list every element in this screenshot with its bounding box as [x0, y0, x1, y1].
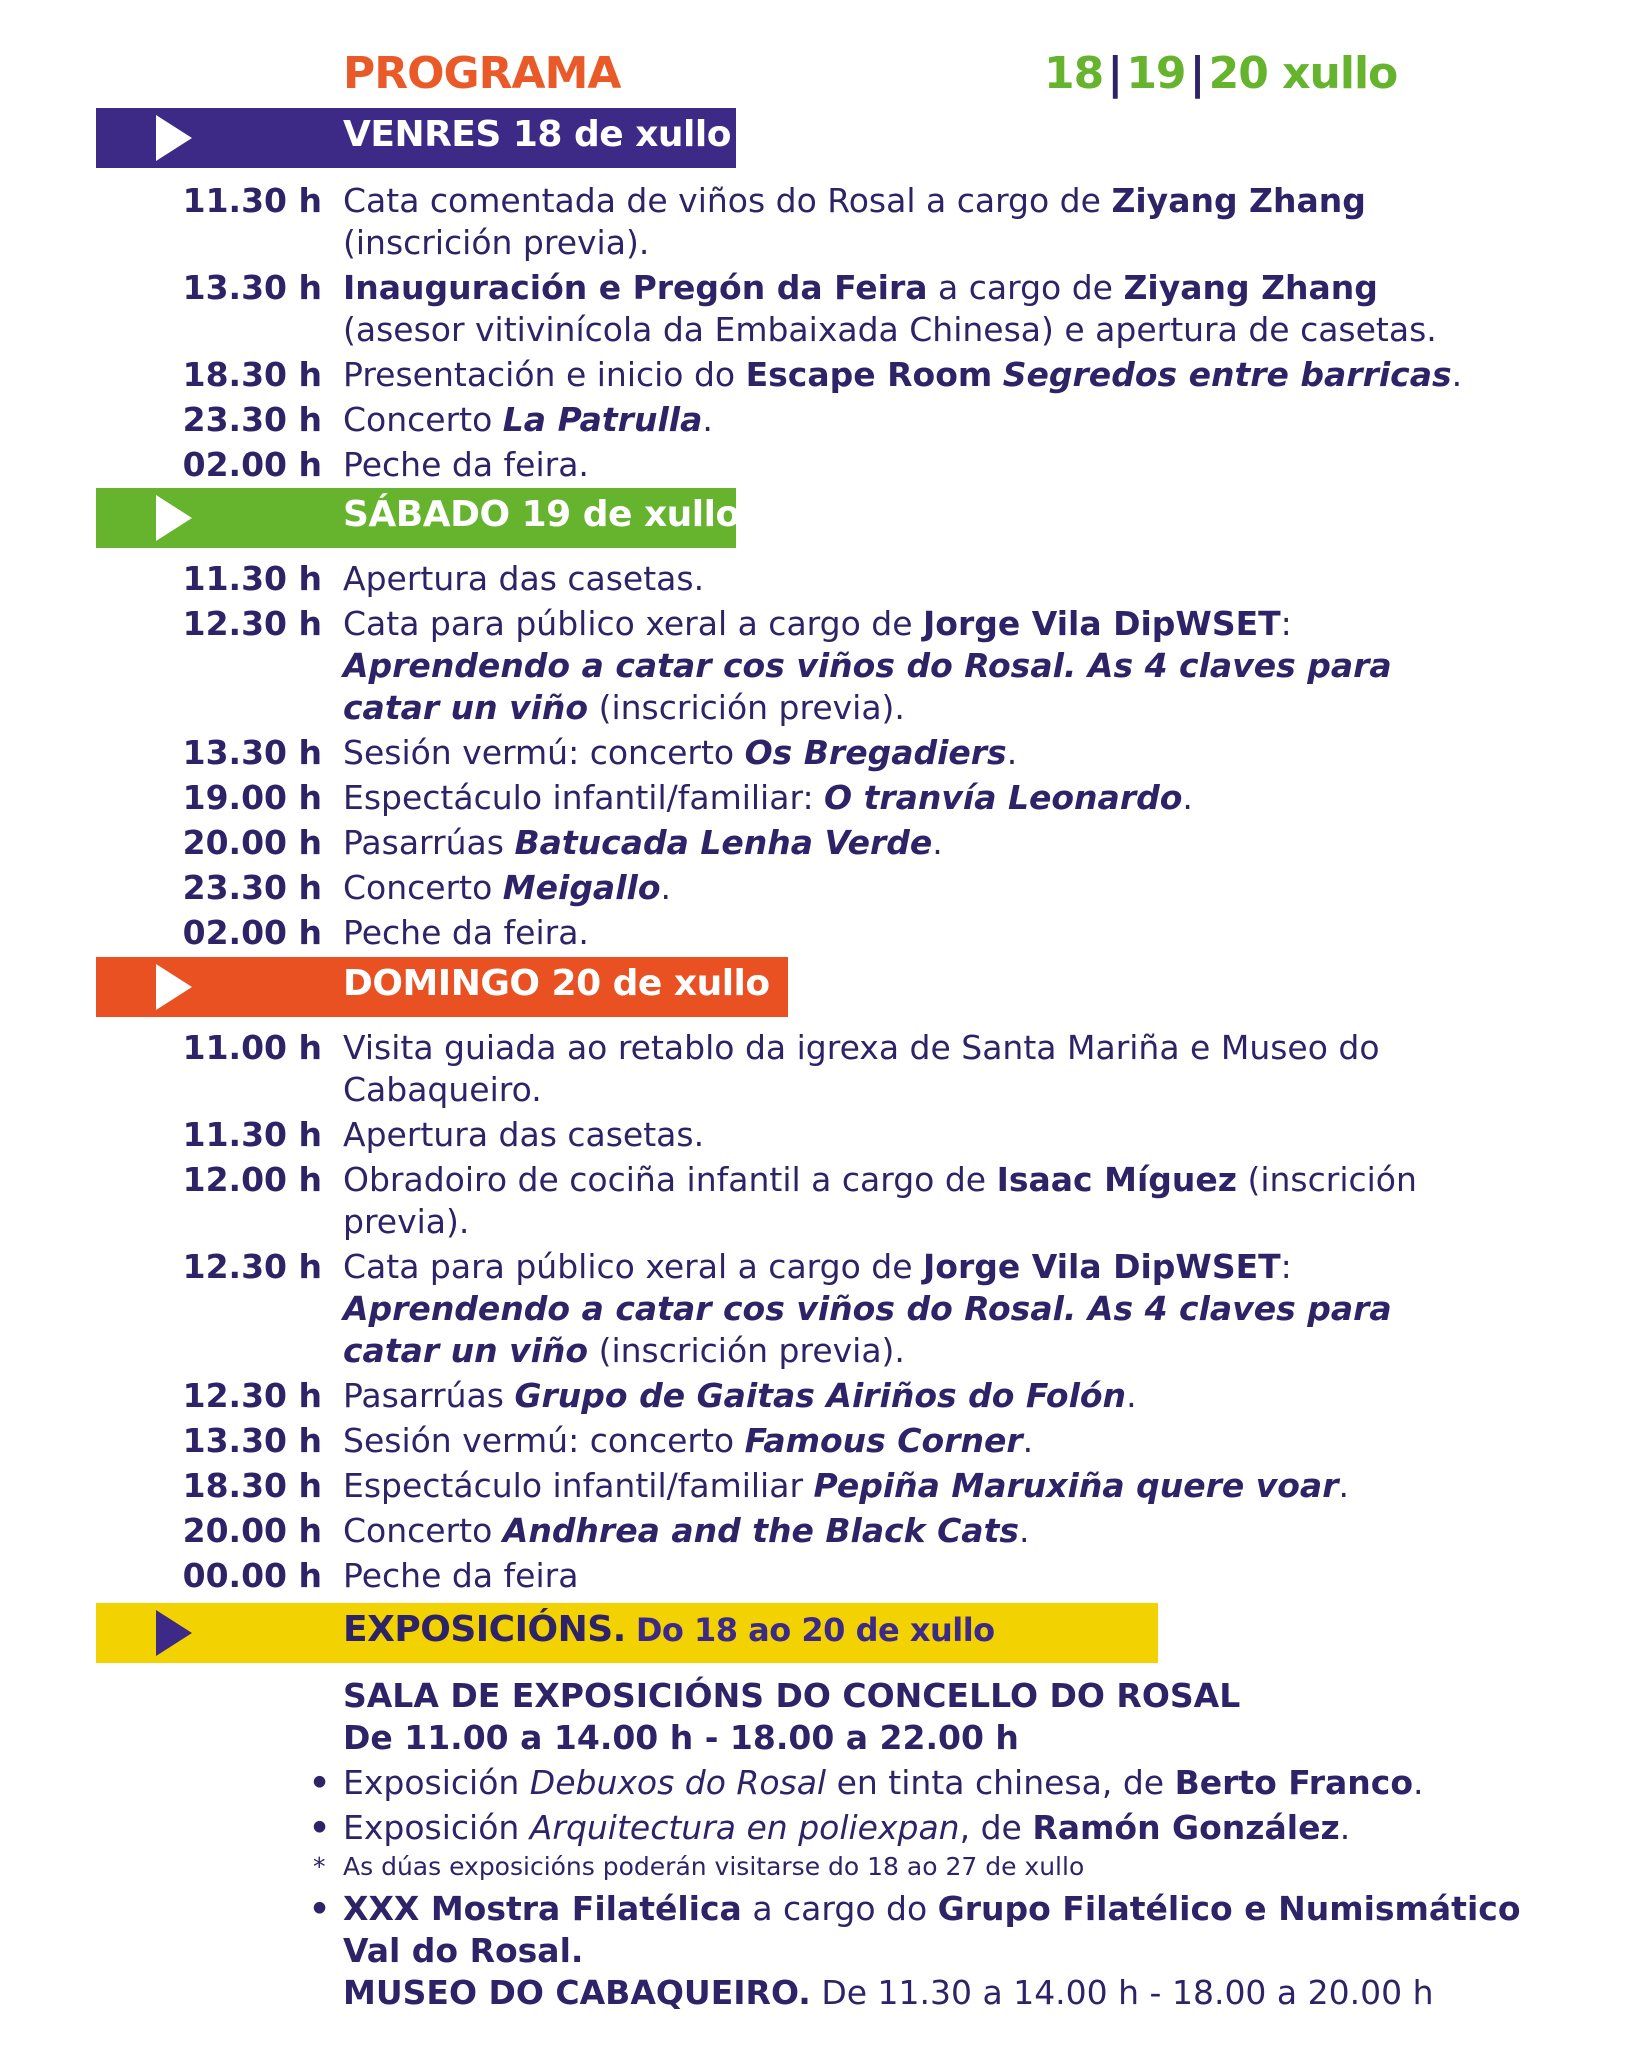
exhibition-venue: SALA DE EXPOSICIÓNS DO CONCELLO DO ROSAL	[343, 1676, 1241, 1715]
bullet-icon: •	[309, 1763, 331, 1802]
events-sunday	[0, 1027, 1638, 1600]
exhibition-text: Exposición Arquitectura en poliexpan, de Ramón González.	[343, 1808, 1351, 1847]
event-time: 18.30 h	[182, 355, 322, 394]
event-item	[0, 1555, 1638, 1597]
event-description: Espectáculo infantil/familiar: O tranvía Leonardo.	[343, 778, 1193, 817]
day-label: DOMINGO 20 de xullo	[343, 963, 770, 1004]
exhibition-text: XXX Mostra Filatélica a cargo do Grupo Filatélico e Numismático Val do Rosal.	[343, 1889, 1521, 1970]
event-item	[0, 558, 1638, 600]
event-description: Apertura das casetas.	[343, 559, 705, 598]
event-item	[0, 1510, 1638, 1552]
event-description: Sesión vermú: concerto Famous Corner.	[343, 1421, 1034, 1460]
asterisk-icon: *	[313, 1852, 326, 1881]
event-description: Pasarrúas Grupo de Gaitas Airiños do Folón.	[343, 1376, 1137, 1415]
bullet-icon: •	[309, 1808, 331, 1847]
museum-hours: MUSEO DO CABAQUEIRO. De 11.30 a 14.00 h - 18.00 a 20.00 h	[343, 1973, 1434, 2012]
event-description: Cata comentada de viños do Rosal a cargo de Ziyang Zhang (inscrición previa).	[343, 181, 1366, 262]
event-item	[0, 354, 1638, 396]
exhibition-note	[313, 1849, 1638, 1885]
event-time: 23.30 h	[182, 868, 322, 907]
play-arrow-icon	[156, 964, 192, 1010]
event-item	[0, 180, 1638, 264]
event-description: Espectáculo infantil/familiar Pepiña Maruxiña quere voar.	[343, 1466, 1349, 1505]
exhibitions-label	[343, 1609, 995, 1650]
event-item	[0, 1420, 1638, 1462]
event-description: Presentación e inicio do Escape Room Segredos entre barricas.	[343, 355, 1463, 394]
play-arrow-icon	[156, 1610, 192, 1656]
event-time: 18.30 h	[182, 1466, 322, 1505]
event-description: Peche da feira	[343, 1556, 579, 1595]
event-item	[0, 1159, 1638, 1243]
exhibitions-dates: Do 18 ao 20 de xullo	[635, 1611, 995, 1649]
event-description: Peche da feira.	[343, 445, 589, 484]
event-item	[0, 1465, 1638, 1507]
event-description: Cata para público xeral a cargo de Jorge Vila DipWSET: Aprendendo a catar cos viños do Rosal. As 4 claves para catar un viño (inscrición previa).	[343, 604, 1392, 727]
day-label: VENRES 18 de xullo	[343, 114, 731, 155]
festival-dates	[1044, 48, 1397, 99]
event-time: 13.30 h	[182, 733, 322, 772]
date-separator: |	[1107, 48, 1123, 99]
events-friday	[0, 180, 1638, 489]
event-description: Peche da feira.	[343, 913, 589, 952]
note-text: As dúas exposicións poderán visitarse do 18 ao 27 de xullo	[343, 1852, 1085, 1881]
event-time: 20.00 h	[182, 1511, 322, 1550]
event-time: 12.30 h	[182, 604, 322, 643]
event-time: 12.30 h	[182, 1376, 322, 1415]
day-band-sunday	[96, 957, 788, 1017]
exhibition-text: Exposición Debuxos do Rosal en tinta chinesa, de Berto Franco.	[343, 1763, 1424, 1802]
exhibition-item	[309, 1888, 1543, 1972]
day-label: SÁBADO 19 de xullo	[343, 494, 740, 535]
program-header	[0, 48, 1638, 108]
event-item	[0, 822, 1638, 864]
exhibition-item	[309, 1762, 1543, 1804]
event-time: 11.30 h	[182, 559, 322, 598]
event-item	[0, 603, 1638, 729]
event-item	[0, 1375, 1638, 1417]
event-item	[0, 777, 1638, 819]
exhibitions-title: EXPOSICIÓNS.	[343, 1609, 626, 1650]
event-time: 00.00 h	[182, 1556, 322, 1595]
event-time: 02.00 h	[182, 913, 322, 952]
event-description: Apertura das casetas.	[343, 1115, 705, 1154]
event-item	[0, 267, 1638, 351]
event-time: 02.00 h	[182, 445, 322, 484]
event-time: 23.30 h	[182, 400, 322, 439]
exhibition-hours: De 11.00 a 14.00 h - 18.00 a 22.00 h	[343, 1718, 1019, 1757]
event-description: Concerto Andhrea and the Black Cats.	[343, 1511, 1030, 1550]
bullet-icon: •	[309, 1889, 331, 1928]
event-description: Visita guiada ao retablo da igrexa de Santa Mariña e Museo do Cabaqueiro.	[343, 1028, 1380, 1109]
event-description: Pasarrúas Batucada Lenha Verde.	[343, 823, 943, 862]
event-time: 11.30 h	[182, 1115, 322, 1154]
event-item	[0, 444, 1638, 486]
event-time: 12.00 h	[182, 1160, 322, 1199]
date-20: 20 xullo	[1208, 48, 1398, 99]
event-item	[0, 867, 1638, 909]
date-19: 19	[1126, 48, 1186, 99]
event-item	[0, 912, 1638, 954]
event-item	[0, 399, 1638, 441]
event-description: Obradoiro de cociña infantil a cargo de Isaac Míguez (inscrición previa).	[343, 1160, 1417, 1241]
program-title: PROGRAMA	[343, 48, 621, 99]
event-time: 13.30 h	[182, 1421, 322, 1460]
day-band-friday	[96, 108, 736, 168]
play-arrow-icon	[156, 495, 192, 541]
event-item	[0, 1027, 1638, 1111]
date-18: 18	[1044, 48, 1104, 99]
event-time: 11.30 h	[182, 181, 322, 220]
event-time: 19.00 h	[182, 778, 322, 817]
event-description: Inauguración e Pregón da Feira a cargo de Ziyang Zhang (asesor vitivinícola da Embaixada Chinesa) e apertura de casetas.	[343, 268, 1437, 349]
event-time: 20.00 h	[182, 823, 322, 862]
event-description: Sesión vermú: concerto Os Bregadiers.	[343, 733, 1018, 772]
event-time: 12.30 h	[182, 1247, 322, 1286]
exhibitions-section	[0, 1675, 1638, 2014]
event-description: Cata para público xeral a cargo de Jorge Vila DipWSET: Aprendendo a catar cos viños do Rosal. As 4 claves para catar un viño (inscrición previa).	[343, 1247, 1392, 1370]
event-time: 13.30 h	[182, 268, 322, 307]
exhibitions-band	[96, 1603, 1158, 1663]
event-time: 11.00 h	[182, 1028, 322, 1067]
event-item	[0, 1246, 1638, 1372]
event-description: Concerto La Patrulla.	[343, 400, 713, 439]
exhibition-item	[309, 1807, 1543, 1849]
play-arrow-icon	[156, 115, 192, 161]
date-separator: |	[1189, 48, 1205, 99]
event-description: Concerto Meigallo.	[343, 868, 671, 907]
day-band-saturday	[96, 488, 740, 548]
event-item	[0, 732, 1638, 774]
event-item	[0, 1114, 1638, 1156]
events-saturday	[0, 558, 1638, 957]
